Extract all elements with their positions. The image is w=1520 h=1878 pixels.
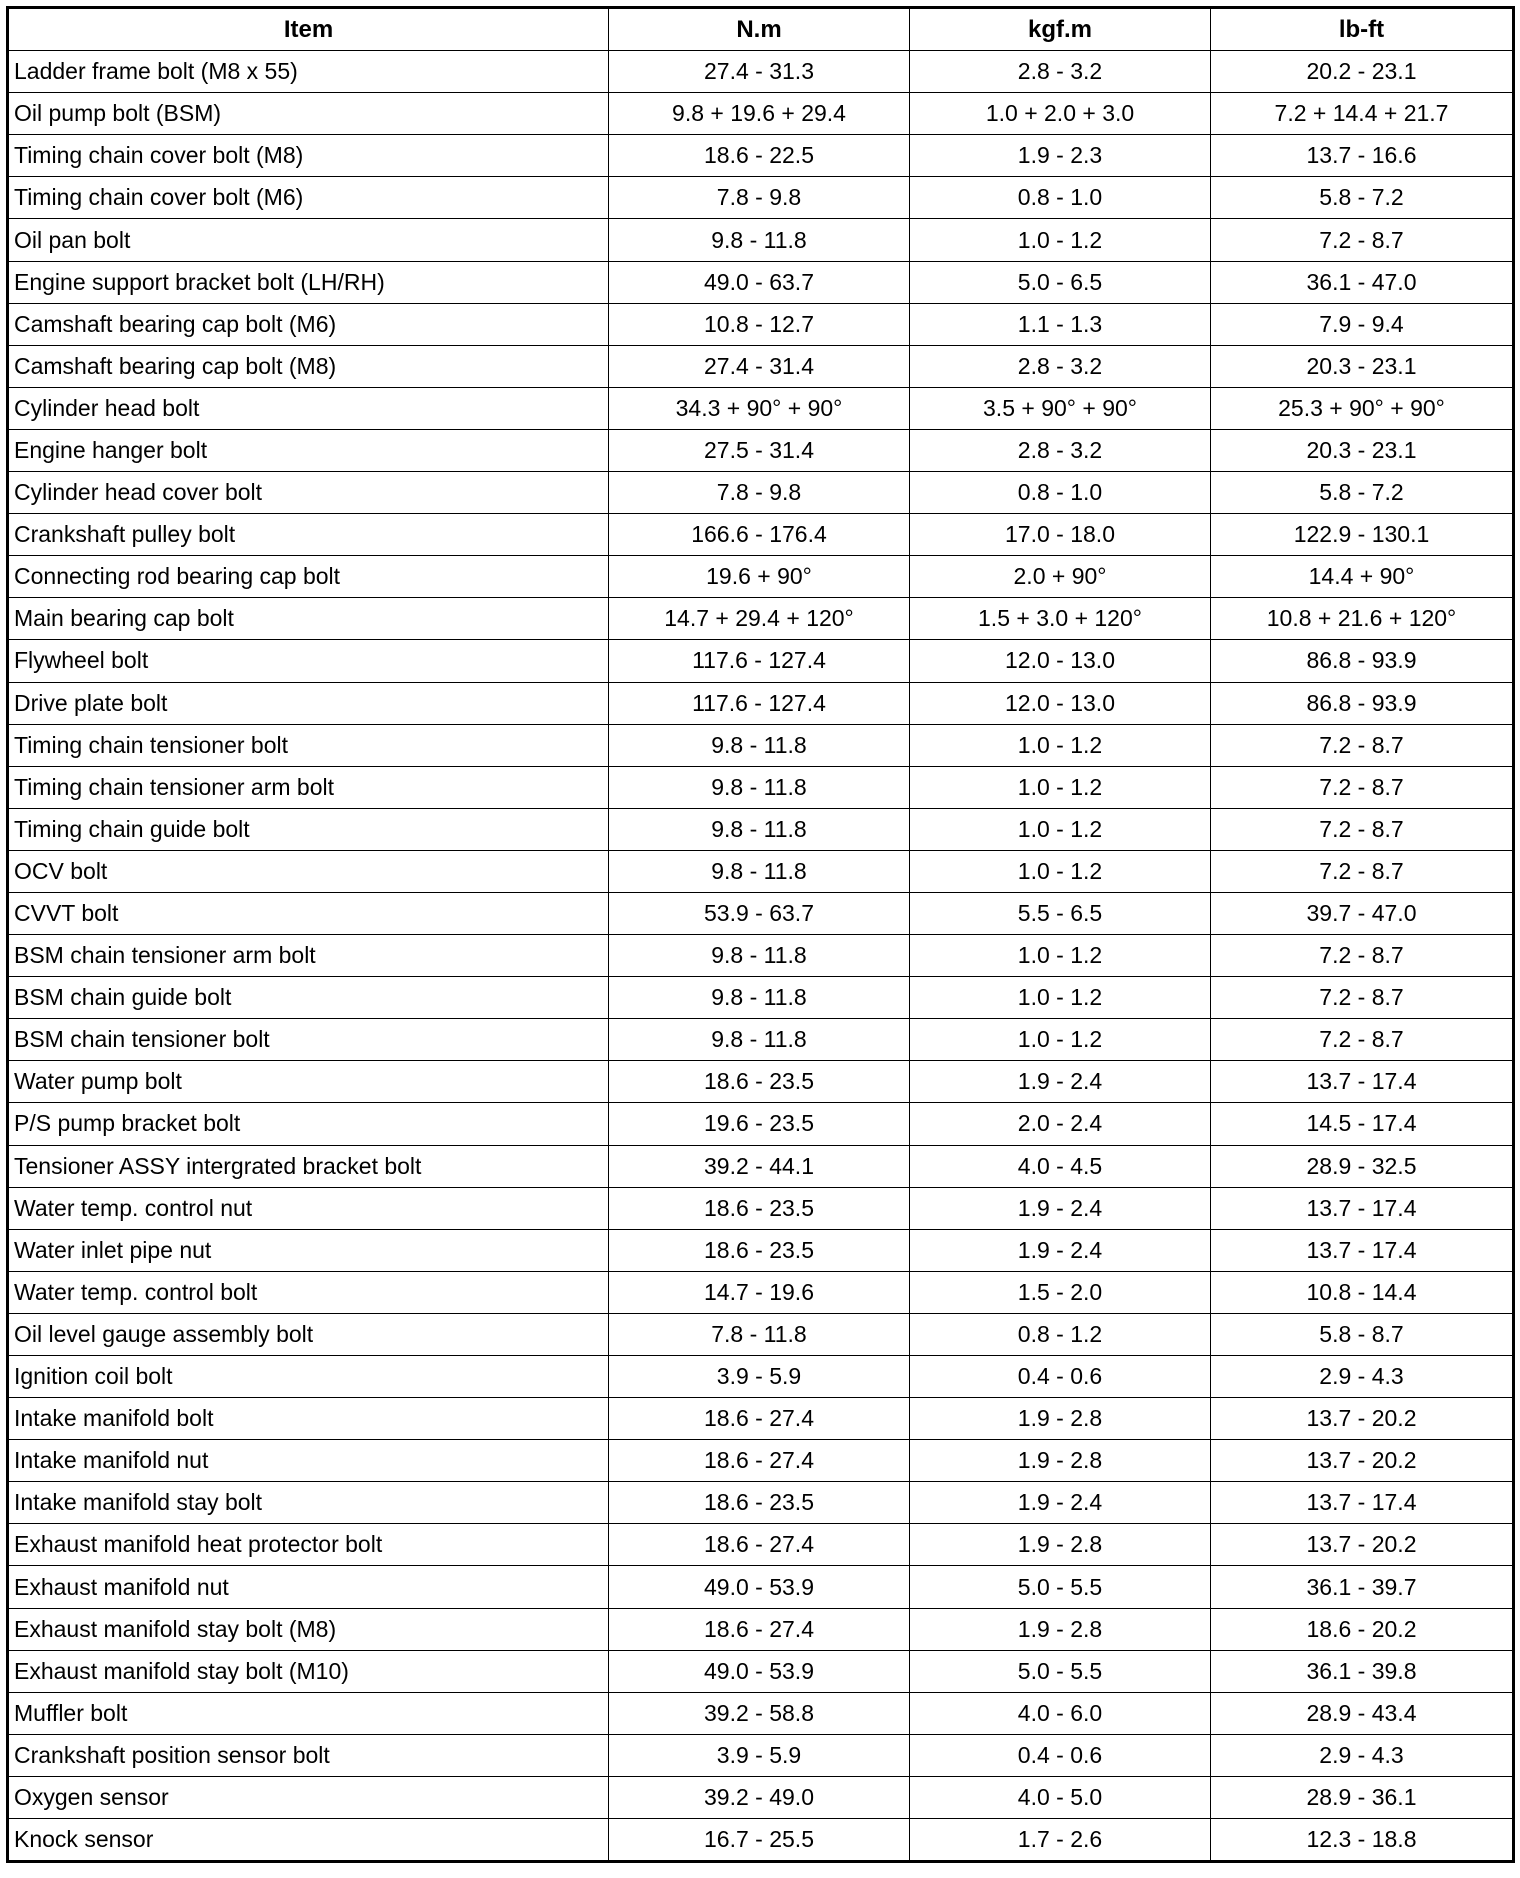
cell-kgfm: 12.0 - 13.0 — [910, 682, 1211, 724]
table-row — [8, 724, 1514, 766]
cell-item: Intake manifold nut — [8, 1440, 609, 1482]
table-row — [8, 514, 1514, 556]
cell-nm: 18.6 - 27.4 — [609, 1608, 910, 1650]
table-row — [8, 1061, 1514, 1103]
table-row — [8, 261, 1514, 303]
cell-kgfm: 2.0 + 90° — [910, 556, 1211, 598]
cell-kgfm: 3.5 + 90° + 90° — [910, 387, 1211, 429]
cell-kgfm: 5.0 - 5.5 — [910, 1566, 1211, 1608]
table-row — [8, 1356, 1514, 1398]
cell-lbft: 36.1 - 39.8 — [1211, 1650, 1514, 1692]
cell-nm: 27.5 - 31.4 — [609, 429, 910, 471]
cell-lbft: 7.2 - 8.7 — [1211, 724, 1514, 766]
cell-kgfm: 12.0 - 13.0 — [910, 640, 1211, 682]
cell-nm: 18.6 - 23.5 — [609, 1229, 910, 1271]
table-row — [8, 51, 1514, 93]
cell-lbft: 5.8 - 8.7 — [1211, 1313, 1514, 1355]
cell-lbft: 7.9 - 9.4 — [1211, 303, 1514, 345]
cell-nm: 16.7 - 25.5 — [609, 1819, 910, 1862]
cell-lbft: 28.9 - 43.4 — [1211, 1692, 1514, 1734]
table-row — [8, 935, 1514, 977]
cell-kgfm: 1.9 - 2.4 — [910, 1061, 1211, 1103]
cell-nm: 9.8 + 19.6 + 29.4 — [609, 93, 910, 135]
cell-nm: 14.7 + 29.4 + 120° — [609, 598, 910, 640]
cell-lbft: 18.6 - 20.2 — [1211, 1608, 1514, 1650]
cell-kgfm: 0.4 - 0.6 — [910, 1734, 1211, 1776]
cell-kgfm: 1.9 - 2.8 — [910, 1440, 1211, 1482]
cell-item: CVVT bolt — [8, 892, 609, 934]
cell-kgfm: 5.0 - 5.5 — [910, 1650, 1211, 1692]
cell-item: Oil level gauge assembly bolt — [8, 1313, 609, 1355]
cell-lbft: 20.3 - 23.1 — [1211, 345, 1514, 387]
cell-kgfm: 2.0 - 2.4 — [910, 1103, 1211, 1145]
cell-nm: 53.9 - 63.7 — [609, 892, 910, 934]
cell-item: OCV bolt — [8, 850, 609, 892]
cell-nm: 18.6 - 23.5 — [609, 1482, 910, 1524]
cell-nm: 18.6 - 23.5 — [609, 1061, 910, 1103]
cell-item: Exhaust manifold heat protector bolt — [8, 1524, 609, 1566]
cell-kgfm: 0.4 - 0.6 — [910, 1356, 1211, 1398]
cell-lbft: 122.9 - 130.1 — [1211, 514, 1514, 556]
cell-lbft: 10.8 - 14.4 — [1211, 1271, 1514, 1313]
table-row — [8, 556, 1514, 598]
cell-item: Oxygen sensor — [8, 1776, 609, 1818]
cell-nm: 9.8 - 11.8 — [609, 219, 910, 261]
cell-nm: 9.8 - 11.8 — [609, 724, 910, 766]
cell-kgfm: 1.0 - 1.2 — [910, 724, 1211, 766]
cell-lbft: 7.2 - 8.7 — [1211, 1019, 1514, 1061]
cell-item: Oil pan bolt — [8, 219, 609, 261]
cell-nm: 18.6 - 27.4 — [609, 1440, 910, 1482]
cell-nm: 7.8 - 9.8 — [609, 177, 910, 219]
cell-nm: 7.8 - 9.8 — [609, 472, 910, 514]
cell-kgfm: 1.5 + 3.0 + 120° — [910, 598, 1211, 640]
cell-item: Exhaust manifold stay bolt (M8) — [8, 1608, 609, 1650]
cell-kgfm: 1.0 - 1.2 — [910, 935, 1211, 977]
cell-lbft: 10.8 + 21.6 + 120° — [1211, 598, 1514, 640]
cell-item: Main bearing cap bolt — [8, 598, 609, 640]
cell-kgfm: 0.8 - 1.0 — [910, 472, 1211, 514]
table-row — [8, 1524, 1514, 1566]
cell-nm: 39.2 - 49.0 — [609, 1776, 910, 1818]
cell-kgfm: 2.8 - 3.2 — [910, 345, 1211, 387]
cell-kgfm: 1.9 - 2.3 — [910, 135, 1211, 177]
cell-nm: 9.8 - 11.8 — [609, 1019, 910, 1061]
cell-lbft: 39.7 - 47.0 — [1211, 892, 1514, 934]
cell-nm: 39.2 - 58.8 — [609, 1692, 910, 1734]
cell-nm: 19.6 + 90° — [609, 556, 910, 598]
cell-kgfm: 1.9 - 2.8 — [910, 1608, 1211, 1650]
cell-lbft: 7.2 - 8.7 — [1211, 766, 1514, 808]
cell-nm: 18.6 - 23.5 — [609, 1187, 910, 1229]
cell-item: Timing chain cover bolt (M8) — [8, 135, 609, 177]
cell-kgfm: 5.5 - 6.5 — [910, 892, 1211, 934]
cell-kgfm: 1.0 - 1.2 — [910, 808, 1211, 850]
table-row — [8, 1692, 1514, 1734]
cell-lbft: 5.8 - 7.2 — [1211, 177, 1514, 219]
cell-lbft: 13.7 - 20.2 — [1211, 1440, 1514, 1482]
cell-nm: 39.2 - 44.1 — [609, 1145, 910, 1187]
cell-kgfm: 0.8 - 1.2 — [910, 1313, 1211, 1355]
cell-nm: 18.6 - 22.5 — [609, 135, 910, 177]
cell-nm: 49.0 - 63.7 — [609, 261, 910, 303]
cell-kgfm: 1.7 - 2.6 — [910, 1819, 1211, 1862]
cell-item: Cylinder head bolt — [8, 387, 609, 429]
cell-nm: 9.8 - 11.8 — [609, 808, 910, 850]
table-row — [8, 1019, 1514, 1061]
table-row — [8, 1103, 1514, 1145]
cell-item: Exhaust manifold nut — [8, 1566, 609, 1608]
cell-lbft: 14.4 + 90° — [1211, 556, 1514, 598]
table-row — [8, 93, 1514, 135]
cell-lbft: 7.2 + 14.4 + 21.7 — [1211, 93, 1514, 135]
cell-item: Exhaust manifold stay bolt (M10) — [8, 1650, 609, 1692]
table-row — [8, 640, 1514, 682]
table-row — [8, 598, 1514, 640]
cell-item: Timing chain guide bolt — [8, 808, 609, 850]
table-row — [8, 766, 1514, 808]
cell-kgfm: 1.1 - 1.3 — [910, 303, 1211, 345]
cell-kgfm: 1.9 - 2.4 — [910, 1482, 1211, 1524]
cell-kgfm: 1.9 - 2.4 — [910, 1229, 1211, 1271]
torque-spec-sheet — [6, 6, 1512, 1863]
cell-kgfm: 1.0 - 1.2 — [910, 850, 1211, 892]
cell-kgfm: 1.9 - 2.8 — [910, 1398, 1211, 1440]
table-row — [8, 219, 1514, 261]
table-row — [8, 1271, 1514, 1313]
cell-lbft: 13.7 - 20.2 — [1211, 1398, 1514, 1440]
table-row — [8, 429, 1514, 471]
cell-item: Timing chain tensioner bolt — [8, 724, 609, 766]
cell-item: P/S pump bracket bolt — [8, 1103, 609, 1145]
cell-lbft: 7.2 - 8.7 — [1211, 977, 1514, 1019]
cell-lbft: 36.1 - 47.0 — [1211, 261, 1514, 303]
cell-item: Flywheel bolt — [8, 640, 609, 682]
header-lbft: lb-ft — [1211, 8, 1514, 51]
table-row — [8, 682, 1514, 724]
table-row — [8, 345, 1514, 387]
cell-item: Ignition coil bolt — [8, 1356, 609, 1398]
cell-nm: 10.8 - 12.7 — [609, 303, 910, 345]
table-row — [8, 1566, 1514, 1608]
cell-nm: 9.8 - 11.8 — [609, 850, 910, 892]
cell-nm: 18.6 - 27.4 — [609, 1524, 910, 1566]
table-row — [8, 1145, 1514, 1187]
table-body — [8, 51, 1514, 1862]
cell-nm: 18.6 - 27.4 — [609, 1398, 910, 1440]
cell-nm: 166.6 - 176.4 — [609, 514, 910, 556]
cell-lbft: 7.2 - 8.7 — [1211, 219, 1514, 261]
table-row — [8, 177, 1514, 219]
cell-item: BSM chain guide bolt — [8, 977, 609, 1019]
cell-lbft: 13.7 - 20.2 — [1211, 1524, 1514, 1566]
cell-lbft: 13.7 - 16.6 — [1211, 135, 1514, 177]
cell-lbft: 20.2 - 23.1 — [1211, 51, 1514, 93]
table-row — [8, 1398, 1514, 1440]
cell-item: Water pump bolt — [8, 1061, 609, 1103]
cell-kgfm: 1.9 - 2.8 — [910, 1524, 1211, 1566]
cell-item: Engine hanger bolt — [8, 429, 609, 471]
cell-nm: 49.0 - 53.9 — [609, 1650, 910, 1692]
table-row — [8, 303, 1514, 345]
cell-item: Timing chain cover bolt (M6) — [8, 177, 609, 219]
cell-lbft: 86.8 - 93.9 — [1211, 682, 1514, 724]
cell-nm: 117.6 - 127.4 — [609, 682, 910, 724]
cell-lbft: 86.8 - 93.9 — [1211, 640, 1514, 682]
header-item: Item — [8, 8, 609, 51]
cell-lbft: 2.9 - 4.3 — [1211, 1356, 1514, 1398]
cell-nm: 19.6 - 23.5 — [609, 1103, 910, 1145]
table-row — [8, 1776, 1514, 1818]
table-row — [8, 1482, 1514, 1524]
cell-item: Water temp. control bolt — [8, 1271, 609, 1313]
cell-nm: 117.6 - 127.4 — [609, 640, 910, 682]
cell-lbft: 5.8 - 7.2 — [1211, 472, 1514, 514]
cell-kgfm: 1.9 - 2.4 — [910, 1187, 1211, 1229]
cell-item: Camshaft bearing cap bolt (M8) — [8, 345, 609, 387]
cell-lbft: 2.9 - 4.3 — [1211, 1734, 1514, 1776]
cell-nm: 49.0 - 53.9 — [609, 1566, 910, 1608]
cell-lbft: 7.2 - 8.7 — [1211, 808, 1514, 850]
cell-nm: 3.9 - 5.9 — [609, 1734, 910, 1776]
cell-item: Tensioner ASSY intergrated bracket bolt — [8, 1145, 609, 1187]
cell-kgfm: 1.5 - 2.0 — [910, 1271, 1211, 1313]
cell-nm: 7.8 - 11.8 — [609, 1313, 910, 1355]
cell-lbft: 28.9 - 36.1 — [1211, 1776, 1514, 1818]
header-nm: N.m — [609, 8, 910, 51]
cell-lbft: 7.2 - 8.7 — [1211, 935, 1514, 977]
table-row — [8, 850, 1514, 892]
cell-lbft: 13.7 - 17.4 — [1211, 1229, 1514, 1271]
cell-kgfm: 4.0 - 4.5 — [910, 1145, 1211, 1187]
table-row — [8, 1440, 1514, 1482]
cell-kgfm: 5.0 - 6.5 — [910, 261, 1211, 303]
cell-lbft: 14.5 - 17.4 — [1211, 1103, 1514, 1145]
cell-nm: 9.8 - 11.8 — [609, 935, 910, 977]
cell-nm: 27.4 - 31.4 — [609, 345, 910, 387]
cell-kgfm: 1.0 - 1.2 — [910, 1019, 1211, 1061]
cell-item: Connecting rod bearing cap bolt — [8, 556, 609, 598]
cell-kgfm: 1.0 - 1.2 — [910, 766, 1211, 808]
cell-item: Timing chain tensioner arm bolt — [8, 766, 609, 808]
cell-lbft: 13.7 - 17.4 — [1211, 1061, 1514, 1103]
cell-kgfm: 1.0 - 1.2 — [910, 219, 1211, 261]
torque-spec-table — [6, 6, 1515, 1863]
cell-lbft: 36.1 - 39.7 — [1211, 1566, 1514, 1608]
cell-kgfm: 2.8 - 3.2 — [910, 51, 1211, 93]
cell-item: Ladder frame bolt (M8 x 55) — [8, 51, 609, 93]
cell-lbft: 25.3 + 90° + 90° — [1211, 387, 1514, 429]
cell-item: Crankshaft pulley bolt — [8, 514, 609, 556]
cell-item: Crankshaft position sensor bolt — [8, 1734, 609, 1776]
cell-nm: 3.9 - 5.9 — [609, 1356, 910, 1398]
cell-lbft: 12.3 - 18.8 — [1211, 1819, 1514, 1862]
cell-item: Water temp. control nut — [8, 1187, 609, 1229]
table-row — [8, 1734, 1514, 1776]
cell-kgfm: 1.0 + 2.0 + 3.0 — [910, 93, 1211, 135]
table-row — [8, 1819, 1514, 1862]
cell-lbft: 7.2 - 8.7 — [1211, 850, 1514, 892]
table-row — [8, 1229, 1514, 1271]
cell-kgfm: 1.0 - 1.2 — [910, 977, 1211, 1019]
cell-item: BSM chain tensioner arm bolt — [8, 935, 609, 977]
table-row — [8, 1187, 1514, 1229]
cell-nm: 14.7 - 19.6 — [609, 1271, 910, 1313]
cell-kgfm: 0.8 - 1.0 — [910, 177, 1211, 219]
cell-kgfm: 4.0 - 5.0 — [910, 1776, 1211, 1818]
table-row — [8, 977, 1514, 1019]
table-row — [8, 135, 1514, 177]
table-row — [8, 808, 1514, 850]
table-header-row — [8, 8, 1514, 51]
cell-item: Camshaft bearing cap bolt (M6) — [8, 303, 609, 345]
cell-item: Oil pump bolt (BSM) — [8, 93, 609, 135]
table-row — [8, 387, 1514, 429]
cell-kgfm: 17.0 - 18.0 — [910, 514, 1211, 556]
table-row — [8, 1608, 1514, 1650]
table-row — [8, 472, 1514, 514]
cell-item: Knock sensor — [8, 1819, 609, 1862]
table-row — [8, 892, 1514, 934]
cell-nm: 9.8 - 11.8 — [609, 977, 910, 1019]
cell-item: Engine support bracket bolt (LH/RH) — [8, 261, 609, 303]
cell-nm: 9.8 - 11.8 — [609, 766, 910, 808]
cell-lbft: 13.7 - 17.4 — [1211, 1187, 1514, 1229]
cell-nm: 34.3 + 90° + 90° — [609, 387, 910, 429]
cell-kgfm: 2.8 - 3.2 — [910, 429, 1211, 471]
cell-item: Intake manifold bolt — [8, 1398, 609, 1440]
cell-lbft: 20.3 - 23.1 — [1211, 429, 1514, 471]
cell-lbft: 28.9 - 32.5 — [1211, 1145, 1514, 1187]
table-row — [8, 1313, 1514, 1355]
cell-kgfm: 4.0 - 6.0 — [910, 1692, 1211, 1734]
cell-item: Intake manifold stay bolt — [8, 1482, 609, 1524]
cell-item: Water inlet pipe nut — [8, 1229, 609, 1271]
cell-nm: 27.4 - 31.3 — [609, 51, 910, 93]
cell-item: Cylinder head cover bolt — [8, 472, 609, 514]
table-row — [8, 1650, 1514, 1692]
cell-item: BSM chain tensioner bolt — [8, 1019, 609, 1061]
header-kgfm: kgf.m — [910, 8, 1211, 51]
cell-item: Muffler bolt — [8, 1692, 609, 1734]
cell-item: Drive plate bolt — [8, 682, 609, 724]
cell-lbft: 13.7 - 17.4 — [1211, 1482, 1514, 1524]
